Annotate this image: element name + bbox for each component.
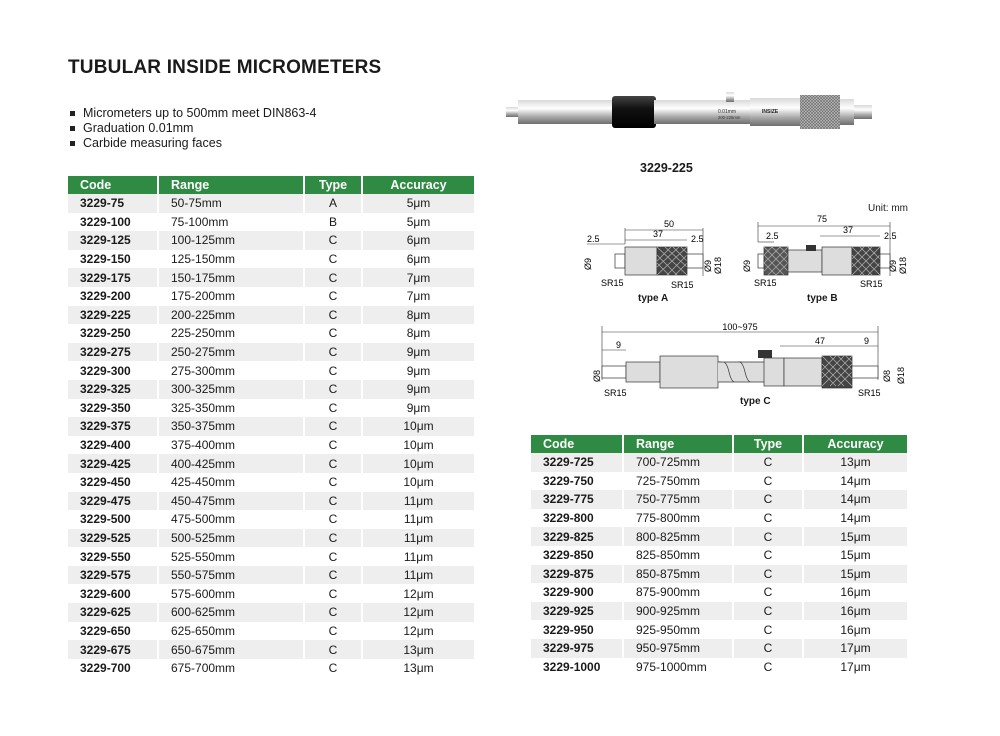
cell-range: 150-175mm: [158, 268, 304, 287]
cell-type: A: [304, 194, 362, 213]
cell-type: C: [304, 529, 362, 548]
dim-body: 37: [652, 229, 664, 239]
cell-code: 3229-800: [531, 509, 623, 528]
cell-code: 3229-625: [68, 603, 158, 622]
cell-accuracy: 15μm: [803, 546, 907, 565]
cell-type: C: [733, 583, 803, 602]
cell-accuracy: 10μm: [362, 436, 474, 455]
cell-range: 175-200mm: [158, 287, 304, 306]
cell-accuracy: 14μm: [803, 472, 907, 491]
page-title: TUBULAR INSIDE MICROMETERS: [68, 57, 382, 78]
table-row: [531, 658, 907, 677]
table-row: [531, 472, 907, 491]
cell-accuracy: 16μm: [803, 620, 907, 639]
cell-range: 250-275mm: [158, 343, 304, 362]
cell-accuracy: 12μm: [362, 603, 474, 622]
dim-sr-right: SR15: [858, 388, 881, 398]
cell-accuracy: 11μm: [362, 529, 474, 548]
cell-code: 3229-825: [531, 527, 623, 546]
cell-range: 750-775mm: [623, 490, 733, 509]
column-header-code: Code: [531, 435, 623, 453]
cell-type: C: [304, 324, 362, 343]
cell-accuracy: 6μm: [362, 231, 474, 250]
cell-accuracy: 16μm: [803, 583, 907, 602]
cell-range: 550-575mm: [158, 566, 304, 585]
cell-accuracy: 15μm: [803, 527, 907, 546]
table-row: [68, 454, 474, 473]
type-a-label: type A: [638, 293, 669, 304]
table-row: [68, 659, 474, 678]
cell-code: 3229-75: [68, 194, 158, 213]
dim-right-gap: 2.5: [691, 234, 704, 244]
cell-type: C: [733, 565, 803, 584]
cell-range: 50-75mm: [158, 194, 304, 213]
cell-range: 650-675mm: [158, 640, 304, 659]
cell-range: 275-300mm: [158, 361, 304, 380]
cell-accuracy: 9μm: [362, 380, 474, 399]
cell-type: C: [304, 584, 362, 603]
spec-table-right: [531, 435, 907, 676]
micrometer-photo: [500, 86, 878, 136]
dim-dia-small: Ø9: [583, 257, 593, 270]
cell-type: B: [304, 213, 362, 232]
cell-accuracy: 10μm: [362, 454, 474, 473]
table-row: [531, 509, 907, 528]
type-b-drawing: [740, 212, 910, 296]
cell-accuracy: 10μm: [362, 417, 474, 436]
cell-range: 600-625mm: [158, 603, 304, 622]
dim-left-gap: 2.5: [587, 234, 600, 244]
table-row: [531, 602, 907, 621]
table-header-row: [531, 435, 907, 453]
cell-range: 375-400mm: [158, 436, 304, 455]
cell-range: 700-725mm: [623, 453, 733, 472]
cell-code: 3229-600: [68, 584, 158, 603]
cell-accuracy: 11μm: [362, 566, 474, 585]
dim-dia-small: Ø9: [703, 259, 713, 272]
table-row: [68, 194, 474, 213]
type-b-label: type B: [807, 293, 838, 304]
cell-code: 3229-100: [68, 213, 158, 232]
table-row: [68, 380, 474, 399]
cell-type: C: [304, 510, 362, 529]
dim-dia-small: Ø8: [882, 369, 892, 382]
table-row: [531, 527, 907, 546]
cell-code: 3229-975: [531, 639, 623, 658]
cell-range: 675-700mm: [158, 659, 304, 678]
cell-type: C: [304, 454, 362, 473]
dim-dia-small: Ø9: [888, 259, 898, 272]
cell-range: 725-750mm: [623, 472, 733, 491]
table-row: [531, 639, 907, 658]
cell-accuracy: 14μm: [803, 509, 907, 528]
table-row: [68, 622, 474, 641]
cell-range: 425-450mm: [158, 473, 304, 492]
cell-range: 800-825mm: [623, 527, 733, 546]
cell-type: C: [733, 453, 803, 472]
cell-code: 3229-250: [68, 324, 158, 343]
dim-sr-right: SR15: [671, 280, 694, 290]
dim-dia-small: Ø9: [742, 259, 752, 272]
table-row: [68, 231, 474, 250]
cell-code: 3229-350: [68, 399, 158, 418]
dim-dia-large: Ø18: [713, 256, 723, 274]
cell-accuracy: 13μm: [803, 453, 907, 472]
spec-table-left: [68, 176, 474, 677]
cell-accuracy: 12μm: [362, 584, 474, 603]
feature-item: Graduation 0.01mm: [68, 121, 316, 136]
table-row: [68, 361, 474, 380]
cell-range: 200-225mm: [158, 306, 304, 325]
cell-type: C: [304, 473, 362, 492]
cell-type: C: [304, 380, 362, 399]
cell-accuracy: 8μm: [362, 324, 474, 343]
cell-code: 3229-1000: [531, 658, 623, 677]
table-row: [531, 546, 907, 565]
cell-code: 3229-325: [68, 380, 158, 399]
cell-code: 3229-750: [531, 472, 623, 491]
scale-text: 200-225mm: [718, 115, 741, 120]
cell-accuracy: 13μm: [362, 659, 474, 678]
cell-accuracy: 5μm: [362, 194, 474, 213]
table-row: [531, 620, 907, 639]
cell-type: C: [304, 603, 362, 622]
table-row: [68, 306, 474, 325]
cell-type: C: [733, 639, 803, 658]
cell-code: 3229-925: [531, 602, 623, 621]
cell-type: C: [733, 472, 803, 491]
cell-range: 125-150mm: [158, 250, 304, 269]
cell-code: 3229-950: [531, 620, 623, 639]
column-header-range: Range: [158, 176, 304, 194]
cell-range: 300-325mm: [158, 380, 304, 399]
cell-type: C: [304, 566, 362, 585]
cell-range: 625-650mm: [158, 622, 304, 641]
dim-overall: 100~975: [722, 322, 758, 332]
cell-type: C: [733, 602, 803, 621]
table-row: [68, 640, 474, 659]
table-row: [68, 566, 474, 585]
dim-sr-left: SR15: [754, 278, 777, 288]
table-header-row: [68, 176, 474, 194]
cell-range: 450-475mm: [158, 492, 304, 511]
cell-type: C: [304, 287, 362, 306]
table-row: [531, 583, 907, 602]
cell-accuracy: 6μm: [362, 250, 474, 269]
dim-sr-right: SR15: [860, 279, 883, 289]
dim-body: 47: [814, 336, 826, 346]
table-row: [68, 287, 474, 306]
cell-code: 3229-275: [68, 343, 158, 362]
cell-accuracy: 7μm: [362, 287, 474, 306]
cell-range: 525-550mm: [158, 547, 304, 566]
cell-code: 3229-125: [68, 231, 158, 250]
cell-code: 3229-875: [531, 565, 623, 584]
cell-type: C: [733, 620, 803, 639]
cell-type: C: [733, 490, 803, 509]
cell-range: 100-125mm: [158, 231, 304, 250]
table-row: [68, 473, 474, 492]
cell-code: 3229-200: [68, 287, 158, 306]
cell-range: 825-850mm: [623, 546, 733, 565]
cell-type: C: [733, 527, 803, 546]
cell-code: 3229-175: [68, 268, 158, 287]
cell-code: 3229-525: [68, 529, 158, 548]
unit-note: Unit: mm: [868, 203, 908, 214]
dim-left-gap: 2.5: [766, 231, 779, 241]
cell-code: 3229-550: [68, 547, 158, 566]
table-row: [531, 453, 907, 472]
cell-type: C: [304, 622, 362, 641]
cell-range: 775-800mm: [623, 509, 733, 528]
dim-dia-large: Ø18: [898, 256, 908, 274]
dim-sr-left: SR15: [601, 278, 624, 288]
cell-accuracy: 15μm: [803, 565, 907, 584]
cell-range: 75-100mm: [158, 213, 304, 232]
cell-code: 3229-300: [68, 361, 158, 380]
cell-accuracy: 14μm: [803, 490, 907, 509]
cell-accuracy: 12μm: [362, 622, 474, 641]
cell-code: 3229-575: [68, 566, 158, 585]
cell-type: C: [304, 250, 362, 269]
cell-type: C: [733, 546, 803, 565]
cell-code: 3229-675: [68, 640, 158, 659]
cell-type: C: [304, 306, 362, 325]
cell-range: 475-500mm: [158, 510, 304, 529]
cell-type: C: [733, 509, 803, 528]
cell-type: C: [304, 268, 362, 287]
cell-code: 3229-725: [531, 453, 623, 472]
cell-range: 325-350mm: [158, 399, 304, 418]
cell-accuracy: 13μm: [362, 640, 474, 659]
cell-accuracy: 11μm: [362, 492, 474, 511]
cell-code: 3229-475: [68, 492, 158, 511]
dim-dia-large: Ø18: [896, 366, 906, 384]
cell-accuracy: 9μm: [362, 399, 474, 418]
table-row: [68, 417, 474, 436]
dim-right-len: 9: [864, 336, 870, 346]
type-a-drawing: [585, 216, 725, 296]
cell-code: 3229-650: [68, 622, 158, 641]
cell-type: C: [304, 417, 362, 436]
table-row: [68, 343, 474, 362]
dim-left-len: 9: [616, 340, 622, 350]
cell-type: C: [304, 640, 362, 659]
table-row: [68, 436, 474, 455]
column-header-accuracy: Accuracy: [362, 176, 474, 194]
dim-right-gap: 2.5: [884, 231, 897, 241]
feature-item: Carbide measuring faces: [68, 136, 316, 151]
cell-accuracy: 11μm: [362, 547, 474, 566]
cell-type: C: [304, 436, 362, 455]
cell-code: 3229-900: [531, 583, 623, 602]
cell-range: 575-600mm: [158, 584, 304, 603]
cell-code: 3229-225: [68, 306, 158, 325]
cell-code: 3229-425: [68, 454, 158, 473]
cell-type: C: [304, 547, 362, 566]
cell-code: 3229-700: [68, 659, 158, 678]
cell-range: 225-250mm: [158, 324, 304, 343]
table-row: [68, 584, 474, 603]
cell-code: 3229-375: [68, 417, 158, 436]
type-c-drawing: [588, 320, 910, 400]
cell-type: C: [304, 492, 362, 511]
column-header-accuracy: Accuracy: [803, 435, 907, 453]
cell-type: C: [304, 231, 362, 250]
cell-accuracy: 9μm: [362, 361, 474, 380]
cell-accuracy: 10μm: [362, 473, 474, 492]
cell-range: 875-900mm: [623, 583, 733, 602]
table-row: [68, 510, 474, 529]
table-row: [68, 268, 474, 287]
cell-accuracy: 17μm: [803, 639, 907, 658]
column-header-type: Type: [304, 176, 362, 194]
cell-range: 850-875mm: [623, 565, 733, 584]
cell-code: 3229-775: [531, 490, 623, 509]
cell-range: 975-1000mm: [623, 658, 733, 677]
dim-overall: 50: [663, 219, 675, 229]
cell-type: C: [304, 399, 362, 418]
scale-text: 0.01mm: [718, 109, 737, 115]
cell-range: 500-525mm: [158, 529, 304, 548]
brand-logo: INSIZE: [762, 109, 779, 115]
table-row: [68, 399, 474, 418]
table-row: [68, 324, 474, 343]
column-header-range: Range: [623, 435, 733, 453]
cell-type: C: [304, 361, 362, 380]
cell-accuracy: 16μm: [803, 602, 907, 621]
cell-code: 3229-500: [68, 510, 158, 529]
cell-range: 950-975mm: [623, 639, 733, 658]
cell-accuracy: 8μm: [362, 306, 474, 325]
dim-dia-small: Ø8: [592, 369, 602, 382]
table-row: [68, 213, 474, 232]
table-row: [68, 547, 474, 566]
cell-code: 3229-850: [531, 546, 623, 565]
dim-sr-left: SR15: [604, 388, 627, 398]
cell-range: 350-375mm: [158, 417, 304, 436]
cell-type: C: [304, 659, 362, 678]
dim-overall: 75: [816, 214, 828, 224]
photo-caption: 3229-225: [640, 161, 693, 175]
table-row: [531, 490, 907, 509]
cell-accuracy: 7μm: [362, 268, 474, 287]
cell-code: 3229-450: [68, 473, 158, 492]
dim-body: 37: [842, 225, 854, 235]
table-row: [531, 565, 907, 584]
type-c-label: type C: [740, 396, 771, 407]
table-row: [68, 529, 474, 548]
cell-range: 900-925mm: [623, 602, 733, 621]
feature-item: Micrometers up to 500mm meet DIN863-4: [68, 106, 316, 121]
cell-range: 925-950mm: [623, 620, 733, 639]
column-header-type: Type: [733, 435, 803, 453]
cell-type: C: [733, 658, 803, 677]
table-row: [68, 250, 474, 269]
feature-list: [68, 106, 316, 151]
cell-accuracy: 5μm: [362, 213, 474, 232]
column-header-code: Code: [68, 176, 158, 194]
cell-range: 400-425mm: [158, 454, 304, 473]
table-row: [68, 603, 474, 622]
cell-type: C: [304, 343, 362, 362]
table-row: [68, 492, 474, 511]
cell-code: 3229-150: [68, 250, 158, 269]
cell-code: 3229-400: [68, 436, 158, 455]
cell-accuracy: 17μm: [803, 658, 907, 677]
cell-accuracy: 9μm: [362, 343, 474, 362]
cell-accuracy: 11μm: [362, 510, 474, 529]
